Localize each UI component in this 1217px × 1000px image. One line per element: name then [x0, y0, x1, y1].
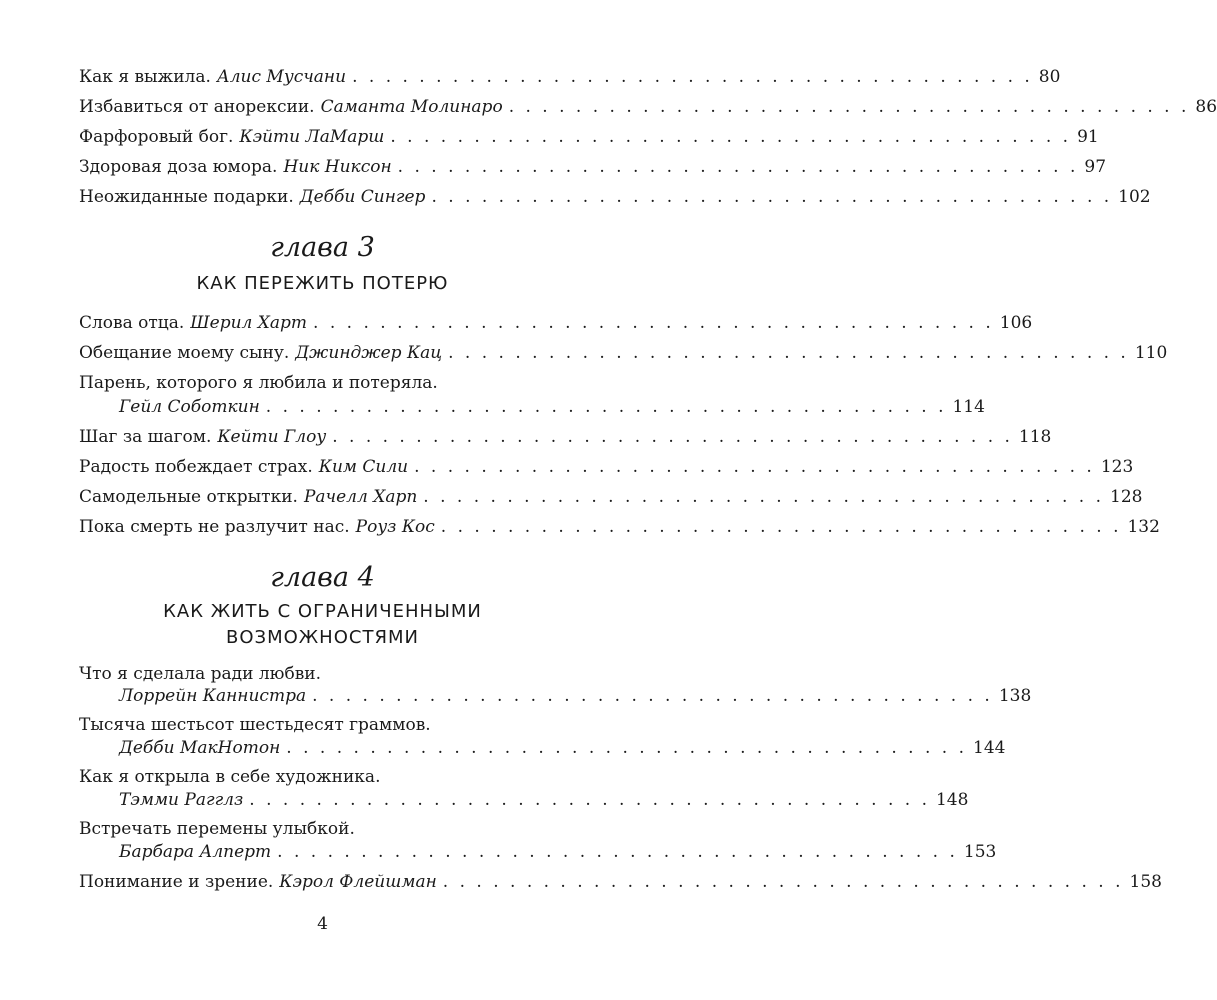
entry-page: 97 — [1084, 157, 1107, 177]
entry-page: 86 — [1195, 97, 1217, 117]
entry-title: Радость побеждает страх. — [79, 457, 313, 477]
dot-leader: . . . . . . . . . . . . . . . . . . . . . . . . . . . . . . . . . . . . . . . . . — [312, 686, 993, 706]
page-number: 4 — [317, 914, 328, 934]
dot-leader: . . . . . . . . . . . . . . . . . . . . . . . . . . . . . . . . . . . . . . . . . — [286, 738, 968, 758]
toc-entry — [79, 397, 985, 421]
entry-title: Обещание моему сыну. — [79, 343, 290, 363]
dot-leader: . . . . . . . . . . . . . . . . . . . . . . . . . . . . . . . . . . . . . . . . . — [249, 790, 930, 810]
dot-leader: . . . . . . . . . . . . . . . . . . . . . . . . . . . . . . . . . . . . . . . . . — [397, 157, 1079, 177]
entry-author: Джинджер Кац — [295, 343, 443, 363]
toc-entry — [79, 790, 969, 814]
entry-author: Саманта Молинаро — [320, 97, 503, 117]
entry-author: Роуз Кос — [355, 517, 435, 537]
dot-leader: . . . . . . . . . . . . . . . . . . . . . . . . . . . . . . . . . . . . . . . . . — [265, 397, 947, 417]
entry-author: Алис Мусчани — [216, 67, 347, 87]
entry-author: Тэмми Рагглз — [119, 790, 244, 810]
toc-entry — [79, 872, 1162, 896]
toc-entry — [79, 517, 1160, 541]
entry-page: 80 — [1038, 67, 1061, 87]
toc-entry — [79, 487, 1143, 511]
entry-page: 106 — [999, 313, 1033, 333]
dot-leader: . . . . . . . . . . . . . . . . . . . . . . . . . . . . . . . . . . . . . . . . . — [332, 427, 1013, 447]
entry-author: Кейти Глоу — [217, 427, 327, 447]
dot-leader: . . . . . . . . . . . . . . . . . . . . . . . . . . . . . . . . . . . . . . . . . — [423, 487, 1105, 507]
entry-title: Неожиданные подарки. — [79, 187, 294, 207]
entry-title: Парень, которого я любила и потеряла. — [79, 373, 438, 393]
entry-title: Что я сделала ради любви. — [79, 664, 321, 684]
dot-leader: . . . . . . . . . . . . . . . . . . . . . . . . . . . . . . . . . . . . . . . . . — [440, 517, 1122, 537]
dot-leader: . . . . . . . . . . . . . . . . . . . . . . . . . . . . . . . . . . . . . . . . . — [448, 343, 1129, 363]
entry-author: Дебби Сингер — [299, 187, 426, 207]
entry-author: Дебби МакНотон — [119, 738, 281, 758]
toc-entry — [79, 686, 1032, 710]
dot-leader: . . . . . . . . . . . . . . . . . . . . . . . . . . . . . . . . . . . . . . . . . — [277, 842, 958, 862]
toc-entry — [79, 157, 1107, 181]
dot-leader: . . . . . . . . . . . . . . . . . . . . . . . . . . . . . . . . . . . . . . . . . — [313, 313, 994, 333]
toc-entry-title-line — [79, 664, 566, 688]
entry-page: 110 — [1134, 343, 1168, 363]
entry-page: 144 — [973, 738, 1006, 758]
toc-entry — [79, 127, 1099, 151]
chapter-label: глава 4 — [270, 562, 375, 593]
toc-entry — [79, 313, 1033, 337]
toc-entry-title-line — [79, 767, 566, 791]
toc-entry — [79, 842, 997, 866]
toc-entry — [79, 427, 1052, 451]
entry-title: Как я выжила. — [79, 67, 211, 87]
toc-entry-title-line — [79, 819, 566, 843]
entry-title: Избавиться от анорексии. — [79, 97, 315, 117]
entry-page: 91 — [1077, 127, 1099, 147]
entry-page: 118 — [1018, 427, 1052, 447]
entry-author: Рачелл Харп — [303, 487, 418, 507]
toc-page — [79, 0, 1217, 1000]
entry-page: 123 — [1100, 457, 1134, 477]
entry-author: Кэрол Флейшман — [279, 872, 437, 892]
entry-page: 128 — [1110, 487, 1143, 507]
toc-entry — [79, 738, 1006, 762]
chapter-title: КАК ПЕРЕЖИТЬ ПОТЕРЮ — [196, 273, 449, 294]
dot-leader: . . . . . . . . . . . . . . . . . . . . . . . . . . . . . . . . . . . . . . . . . — [352, 67, 1033, 87]
entry-page: 132 — [1127, 517, 1160, 537]
entry-page: 114 — [952, 397, 985, 417]
entry-page: 153 — [963, 842, 997, 862]
entry-title: Встречать перемены улыбкой. — [79, 819, 355, 839]
entry-title: Пока смерть не разлучит нас. — [79, 517, 350, 537]
entry-title: Понимание и зрение. — [79, 872, 274, 892]
entry-author: Ник Никсон — [283, 157, 392, 177]
entry-author: Кэйти ЛаМарш — [239, 127, 385, 147]
toc-entry — [79, 97, 1217, 121]
entry-author: Шерил Харт — [190, 313, 308, 333]
entry-page: 158 — [1129, 872, 1162, 892]
toc-entry — [79, 343, 1168, 367]
entry-page: 102 — [1118, 187, 1151, 207]
dot-leader: . . . . . . . . . . . . . . . . . . . . . . . . . . . . . . . . . . . . . . . . . — [442, 872, 1124, 892]
chapter-title-line1: КАК ЖИТЬ С ОГРАНИЧЕННЫМИ — [163, 601, 482, 622]
entry-title: Здоровая доза юмора. — [79, 157, 278, 177]
dot-leader: . . . . . . . . . . . . . . . . . . . . . . . . . . . . . . . . . . . . . . . . . — [431, 187, 1113, 207]
entry-title: Слова отца. — [79, 313, 185, 333]
entry-title: Шаг за шагом. — [79, 427, 212, 447]
entry-author: Гейл Соботкин — [119, 397, 260, 417]
entry-title: Самодельные открытки. — [79, 487, 298, 507]
toc-entry — [79, 457, 1134, 481]
chapter-title-line2: ВОЗМОЖНОСТЯМИ — [226, 627, 419, 648]
entry-title: Тысяча шестьсот шестьдесят граммов. — [79, 715, 431, 735]
toc-entry-title-line — [79, 715, 566, 739]
dot-leader: . . . . . . . . . . . . . . . . . . . . . . . . . . . . . . . . . . . . . . . . . — [508, 97, 1190, 117]
entry-author: Ким Сили — [318, 457, 409, 477]
dot-leader: . . . . . . . . . . . . . . . . . . . . . . . . . . . . . . . . . . . . . . . . . — [414, 457, 1095, 477]
toc-entry — [79, 67, 1061, 91]
entry-title: Фарфоровый бог. — [79, 127, 234, 147]
entry-title: Как я открыла в себе художника. — [79, 767, 381, 787]
entry-page: 138 — [998, 686, 1032, 706]
entry-page: 148 — [935, 790, 969, 810]
dot-leader: . . . . . . . . . . . . . . . . . . . . . . . . . . . . . . . . . . . . . . . . . — [390, 127, 1072, 147]
toc-entry-title-line — [79, 373, 566, 397]
chapter-label: глава 3 — [270, 232, 375, 263]
entry-author: Лоррейн Каннистра — [119, 686, 307, 706]
toc-entry — [79, 187, 1151, 211]
entry-author: Барбара Алперт — [119, 842, 272, 862]
